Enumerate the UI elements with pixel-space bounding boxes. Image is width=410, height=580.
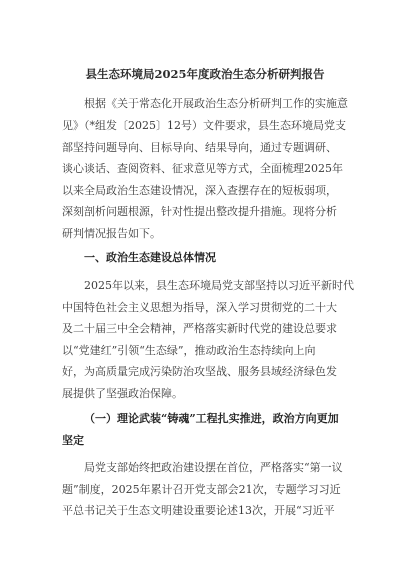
subsection-heading: （一）理论武装“铸魂”工程扎实推进，政治方向更加 (84, 412, 339, 425)
paragraph-line: 根据《关于常态化开展政治生态分析研判工作的实施意 (84, 97, 348, 110)
paragraph-line: 以“党建红”引领“生态绿”，推动政治生态持续向上向 (62, 344, 316, 357)
paragraph-line: 展提供了坚强政治保障。 (62, 387, 183, 400)
paragraph-line: 好，为高质量完成污染防治攻坚战、服务县域经济绿色发 (62, 365, 337, 378)
paragraph-line: 题”制度，2025年累计召开党支部会21次，专题学习习近 (62, 483, 341, 496)
paragraph-line: 以来全局政治生态建设情况，深入查摆存在的短板弱项， (62, 184, 337, 197)
paragraph-line: 中国特色社会主义思想为指导，深入学习贯彻党的二十大 (62, 301, 337, 314)
paragraph-line: 部坚持问题导向、目标导向、结果导向，通过专题调研、 (62, 141, 337, 154)
paragraph-line: 局党支部始终把政治建设摆在首位，严格落实“第一议 (84, 461, 343, 474)
section-heading: 一、政治生态建设总体情况 (84, 251, 216, 264)
paragraph-line: 见》（*组发〔2025〕12号）文件要求，县生态环境局党支 (62, 119, 346, 132)
subsection-heading-continuation: 坚定 (62, 434, 84, 447)
paragraph-line: 2025年以来，县生态环境局党支部坚持以习近平新时代 (84, 279, 354, 292)
paragraph-line: 研判情况报告如下。 (62, 227, 161, 240)
paragraph-line: 深刻剖析问题根源，针对性提出整改提升措施。现将分析 (62, 205, 337, 218)
paragraph-line: 及二十届三中全会精神，严格落实新时代党的建设总要求 (62, 322, 337, 335)
document-title: 县生态环境局2025年度政治生态分析研判报告 (85, 67, 325, 81)
paragraph-line: 谈心谈话、查阅资料、征求意见等方式，全面梳理2025年 (62, 162, 343, 175)
paragraph-line: 平总书记关于生态文明建设重要论述13次，开展“习近平 (62, 504, 335, 517)
